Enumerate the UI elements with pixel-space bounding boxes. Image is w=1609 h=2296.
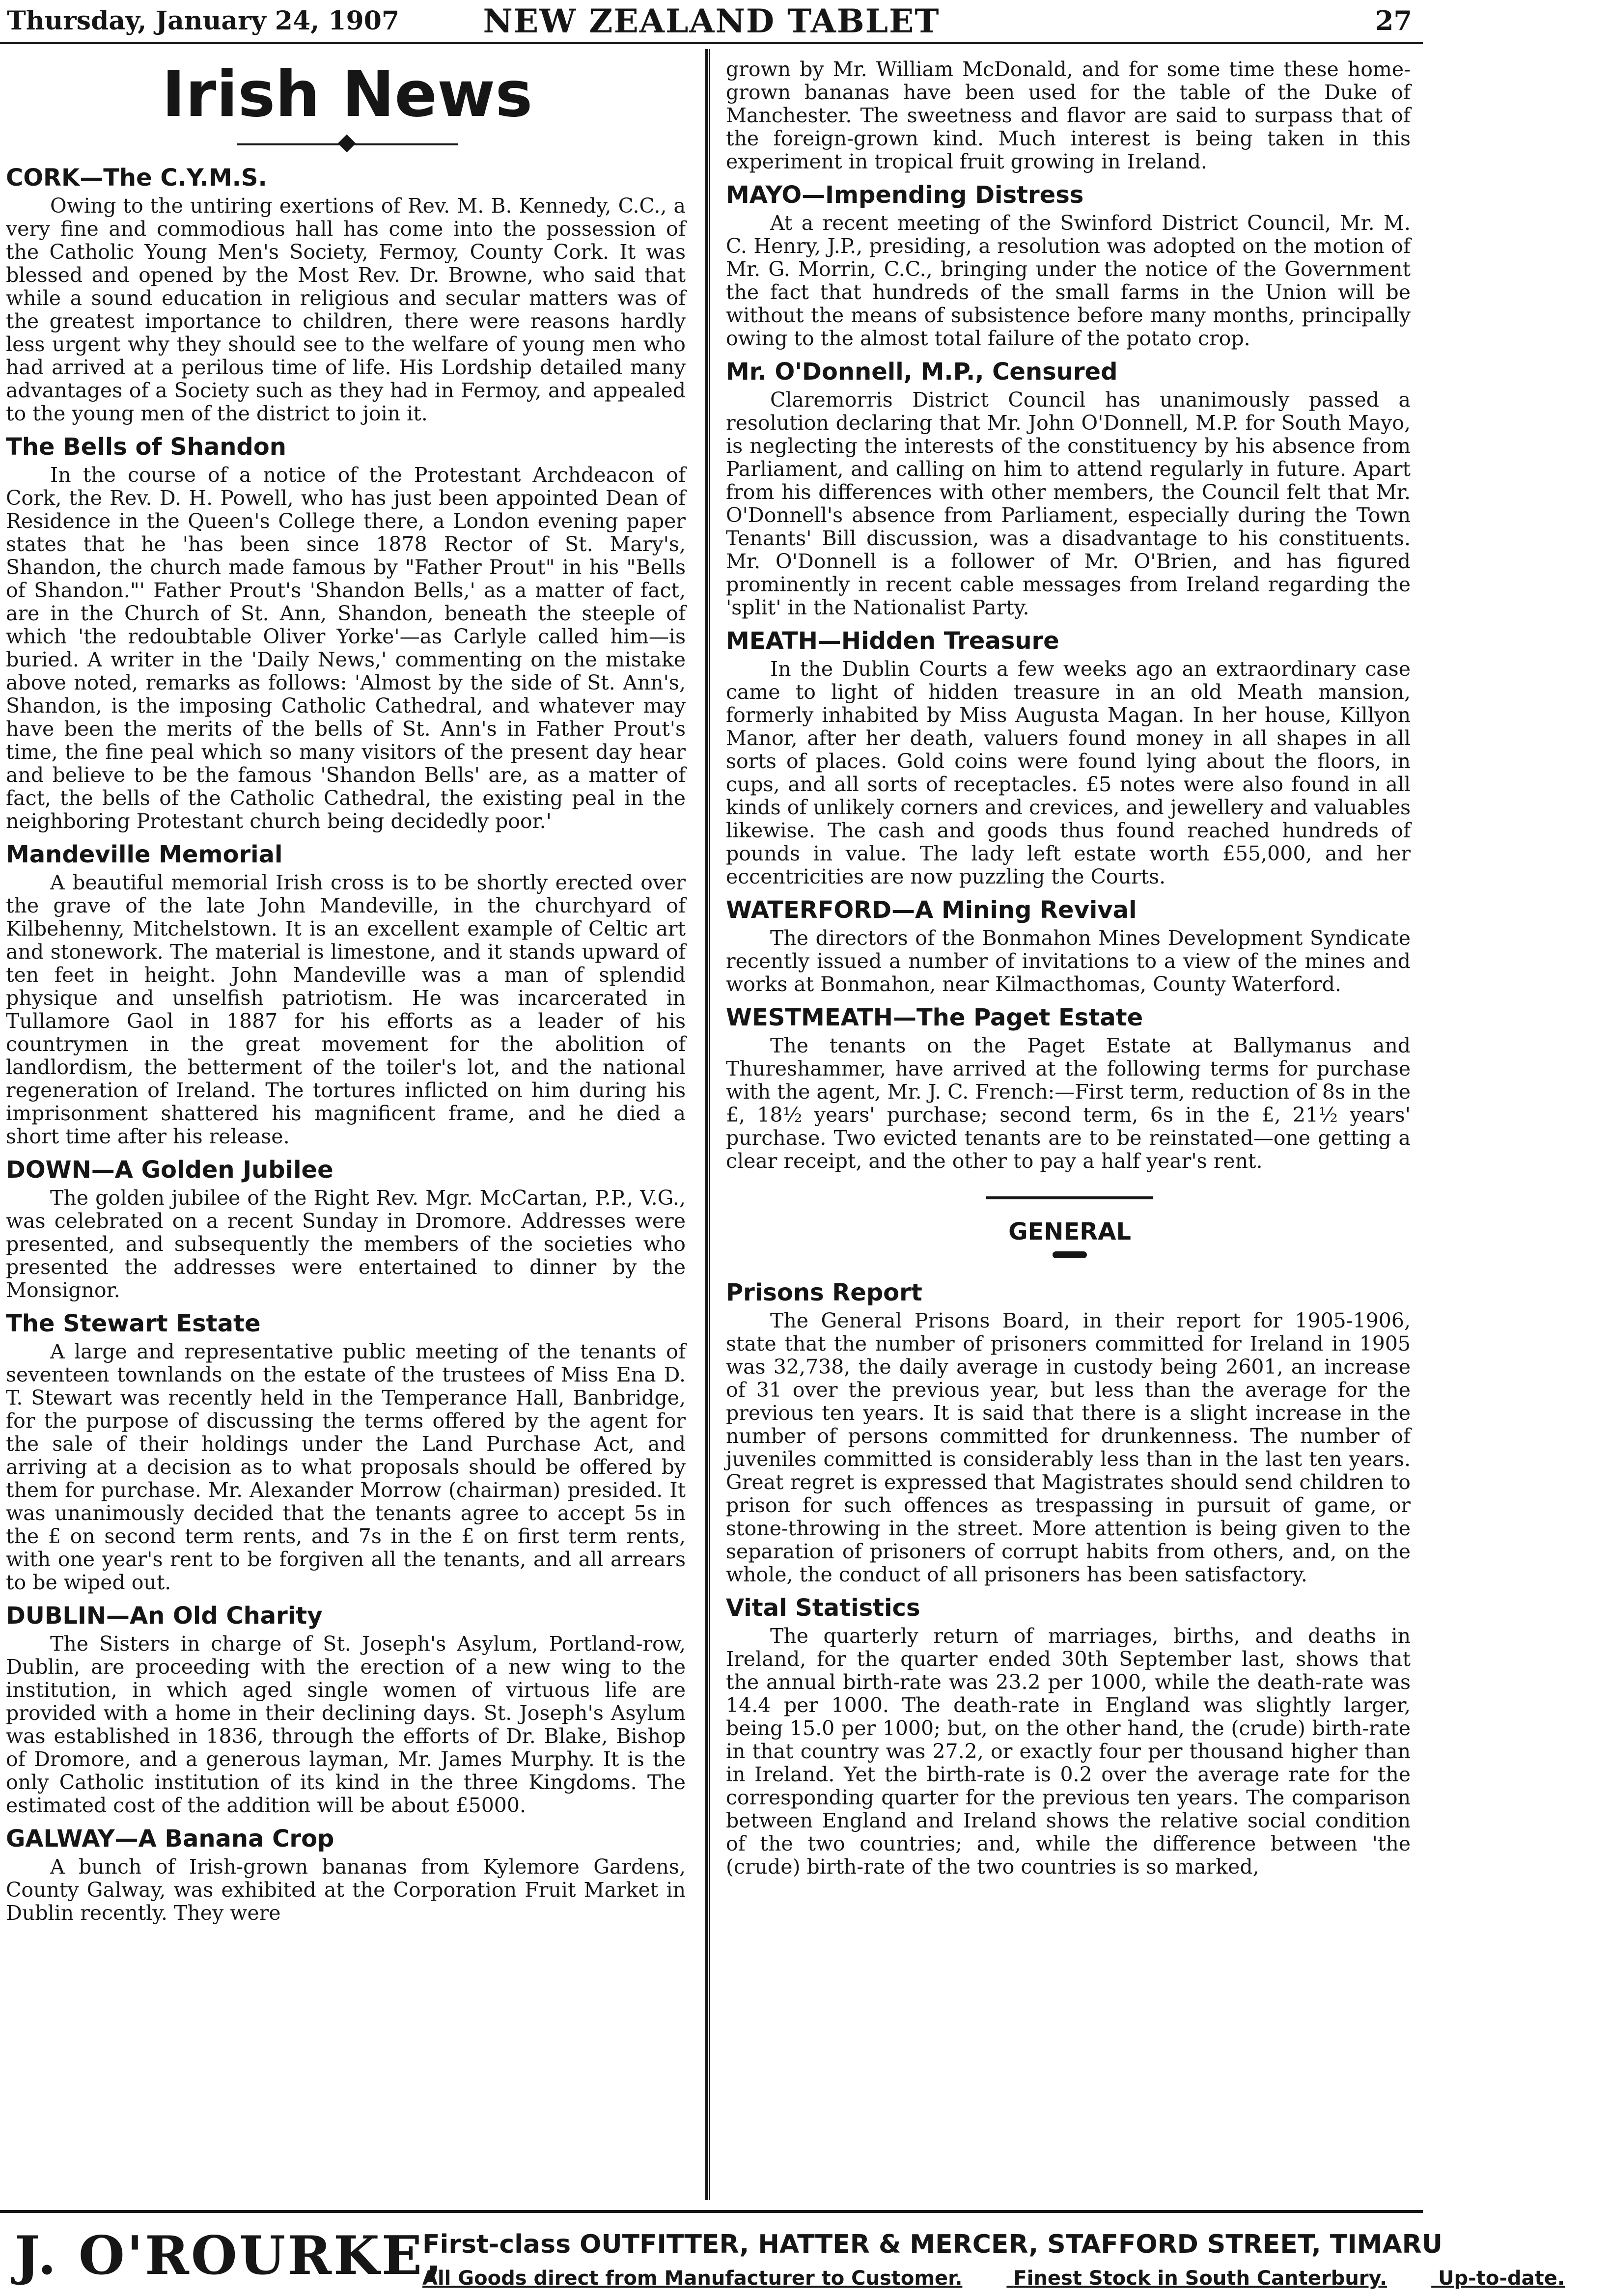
article-heading: Mr. O'Donnell, M.P., Censured xyxy=(726,358,1118,386)
article-vital-statistics xyxy=(726,1593,1414,1879)
column-divider-inner xyxy=(709,49,710,2200)
article-galway-banana xyxy=(6,1824,689,1925)
article-heading: CORK—The C.Y.M.S. xyxy=(6,164,267,192)
advertisement-footer xyxy=(0,2210,1565,2296)
title-ornament xyxy=(237,137,458,151)
masthead xyxy=(0,0,1423,44)
article-body: In the Dublin Courts a few weeks ago an extraordinary case came to light of hidden treasure in an old Meath mansion, formerly inhabited by Miss Augusta Magan. In her house, Killyon Manor, after her death, valuers found money in all shapes in all sorts of places. Gold coins were found lying about the floors, in cups, and all sorts of receptacles. £5 notes were also found in all kinds of unlikely corners and crevices, and jewellery and valuables likewise. The cash and goods thus found reached hundreds of pounds in value. The lady left estate worth £55,000, and her eccentricities are now puzzling the Courts. xyxy=(726,657,1411,888)
section-divider xyxy=(986,1196,1153,1199)
article-stewart-estate xyxy=(6,1309,689,1594)
article-body: The quarterly return of marriages, births, and deaths in Ireland, for the quarter ended 30th September last, shows that the annual birth-rate was 23.2 per 1000, while the death-rate was 14.4 per 1000. The death-rate in England was slightly larger, being 15.0 per 1000; but, on the other hand, the (crude) birth-rate in that country was 27.2, or exactly four per thousand higher than in Ireland. Yet the birth-rate is 0.2 over the average rate for the corresponding quarter for the previous ten years. The comparison between England and Ireland shows the relative social condition of the two countries; and, while the difference between 'the (crude) birth-rate of the two countries is so marked, xyxy=(726,1624,1411,1879)
article-meath-treasure xyxy=(726,626,1414,888)
article-body: The Sisters in charge of St. Joseph's Asylum, Portland-row, Dublin, are proceeding with the erection of a new wing to the institution, in which aged single women of virtuous life are provided with a home in their declining days. St. Joseph's Asylum was established in 1836, through the efforts of Dr. Blake, Bishop of Dromore, and a generous layman, Mr. James Murphy. It is the only Catholic institution of its kind in the three Kingdoms. The estimated cost of the addition will be about £5000. xyxy=(6,1632,686,1817)
article-heading: WATERFORD—A Mining Revival xyxy=(726,896,1137,924)
article-westmeath-paget xyxy=(726,1003,1414,1173)
article-heading: GALWAY—A Banana Crop xyxy=(6,1825,334,1853)
section-title-general: GENERAL xyxy=(1008,1218,1131,1245)
article-dublin-charity xyxy=(6,1601,689,1817)
diamond-ornament-icon xyxy=(338,135,356,153)
article-heading: Mandeville Memorial xyxy=(6,841,283,868)
article-heading: MAYO—Impending Distress xyxy=(726,181,1084,209)
article-heading: The Bells of Shandon xyxy=(6,433,286,461)
advertisement-claim-date: Up-to-date. xyxy=(1438,2267,1565,2290)
article-body: Claremorris District Council has unanimously passed a resolution declaring that Mr. John O'Donnell, M.P. for South Mayo, is neglecting the interests of the constituency by his absence from Parliament, and calling on him to attend regularly in future. Apart from his differences with other members, the Council felt that Mr. O'Donnell's absence from Parliament, especially during the Town Tenants' Bill discussion, was a disadvantage to his constituents. Mr. O'Donnell is a follower of Mr. O'Brien, and has figured prominently in recent cable messages from Ireland regarding the 'split' in the Nationalist Party. xyxy=(726,388,1411,619)
page-title: Irish News xyxy=(162,58,533,131)
advertisement-subline xyxy=(422,2267,1609,2290)
article-mandeville-memorial xyxy=(6,840,689,1148)
page-number: 27 xyxy=(1375,5,1412,36)
issue-date: Thursday, January 24, 1907 xyxy=(7,6,400,36)
publication-title: NEW ZEALAND TABLET xyxy=(483,2,940,40)
article-body: A beautiful memorial Irish cross is to be shortly erected over the grave of the late John Mandeville, in the churchyard of Kilbehenny, Mitchelstown. It is an excellent example of Celtic art and stonework. The material is limestone, and it stands upward of ten feet in height. John Mandeville was a man of splendid physique and unselfish patriotism. He was incarcerated in Tullamore Gaol in 1887 for his efforts as a leader of his countrymen in the great movement for the abolition of landlordism, the betterment of the toiler's lot, and the national regeneration of Ireland. The tortures inflicted on him during his imprisonment shattered his magnificent frame, and he died a short time after his release. xyxy=(6,871,686,1148)
column-divider xyxy=(705,49,708,2200)
article-down-jubilee xyxy=(6,1155,689,1302)
article-body: The tenants on the Paget Estate at Ballymanus and Thureshammer, have arrived at the following terms for purchase with the agent, Mr. J. C. French:—First term, reduction of 8s in the £, 18½ years' purchase; second term, 6s in the £, 21½ years' purchase. Two evicted tenants are to be reinstated—one getting a clear receipt, and the other to pay a half year's rent. xyxy=(726,1034,1411,1173)
article-heading: DUBLIN—An Old Charity xyxy=(6,1602,323,1630)
article-body: In the course of a notice of the Protestant Archdeacon of Cork, the Rev. D. H. Powell, who has just been appointed Dean of Residence in the Queen's College there, a London evening paper states that he 'has been since 1878 Rector of St. Mary's, Shandon, the church made famous by "Father Prout" in his "Bells of Shandon."' Father Prout's 'Shandon Bells,' as a matter of fact, are in the Church of St. Ann, Shandon, beneath the steeple of which 'the redoubtable Oliver Yorke'—as Carlyle called him—is buried. A writer in the 'Daily News,' commenting on the mistake above noted, remarks as follows: 'Almost by the side of St. Ann's, Shandon, is the imposing Catholic Cathedral, and whatever may have been the merits of the bells of St. Ann's in Father Prout's time, the fine peal which so many visitors of the present day hear and believe to be the famous 'Shandon Bells' are, as a matter of fact, the bells of the Catholic Cathedral, the existing peal in the neighboring Protestant church being decidedly poor.' xyxy=(6,463,686,833)
article-mayo-distress xyxy=(726,180,1414,350)
article-body: The golden jubilee of the Right Rev. Mgr. McCartan, P.P., V.G., was celebrated on a recent Sunday in Dromore. Addresses were presented, and subsequently the members of the societies who presented the addresses were entertained to dinner by the Monsignor. xyxy=(6,1186,686,1302)
article-cork xyxy=(6,163,689,425)
article-bells-of-shandon xyxy=(6,432,689,833)
article-body: A large and representative public meeting of the tenants of seventeen townlands on the estate of the trustees of Miss Ena D. T. Stewart was recently held in the Temperance Hall, Banbridge, for the purpose of discussing the terms offered by the agent for the sale of their holdings under the Land Purchase Act, and arriving at a decision as to what proposals should be offered by them for purchase. Mr. Alexander Morrow (chairman) presided. It was unanimously decided that the tenants agree to accept 5s in the £ on second term rents, and 7s in the £ on first term rents, with one year's rent to be forgiven all the tenants, and all arrears to be wiped out. xyxy=(6,1340,686,1594)
article-heading: Prisons Report xyxy=(726,1279,922,1306)
article-waterford-mining xyxy=(726,895,1414,996)
article-heading: MEATH—Hidden Treasure xyxy=(726,627,1059,655)
article-heading: Vital Statistics xyxy=(726,1594,920,1622)
advertisement-tagline: First-class OUTFITTER, HATTER & MERCER, STAFFORD STREET, TIMARU xyxy=(422,2230,1443,2259)
advertiser-name: J. O'ROURKE, xyxy=(15,2225,444,2287)
advertisement-claim-goods: All Goods direct from Manufacturer to Customer. xyxy=(422,2267,963,2290)
article-odonnell-censured xyxy=(726,357,1414,619)
article-heading: The Stewart Estate xyxy=(6,1310,261,1337)
article-body: A bunch of Irish-grown bananas from Kylemore Gardens, County Galway, was exhibited at the Corporation Fruit Market in Dublin recently. They were xyxy=(6,1855,686,1925)
advertisement-claim-stock: Finest Stock in South Canterbury. xyxy=(1013,2267,1387,2290)
section-ornament-icon xyxy=(1053,1251,1087,1258)
article-body: The directors of the Bonmahon Mines Development Syndicate recently issued a number of invitations to a view of the mines and works at Bonmahon, near Kilmacthomas, County Waterford. xyxy=(726,926,1411,996)
left-column xyxy=(6,58,689,2189)
article-heading: DOWN—A Golden Jubilee xyxy=(6,1156,333,1184)
article-body: Owing to the untiring exertions of Rev. M. B. Kennedy, C.C., a very fine and commodious hall has come into the possession of the Catholic Young Men's Society, Fermoy, County Cork. It was blessed and opened by the Most Rev. Dr. Browne, who said that while a sound education in religious and secular matters was of the greatest importance to children, there were reasons hardly less urgent why they should see to the welfare of young men who had arrived at a perilous time of life. His Lordship detailed many advantages of a Society such as they had in Fermoy, and appealed to the young men of the district to join it. xyxy=(6,194,686,425)
article-prisons-report xyxy=(726,1278,1414,1586)
article-body: At a recent meeting of the Swinford District Council, Mr. M. C. Henry, J.P., presiding, a resolution was adopted on the motion of Mr. G. Morrin, C.C., bringing under the notice of the Government the fact that hundreds of the small farms in the Union will be without the means of subsistence before many months, principally owing to the almost total failure of the potato crop. xyxy=(726,211,1411,350)
article-body: The General Prisons Board, in their report for 1905-1906, state that the number of prisoners committed for Ireland in 1905 was 32,738, the daily average in custody being 2601, an increase of 31 over the previous year, but less than the average for the previous ten years. It is said that there is a slight increase in the number of persons committed for drunkenness. The number of juveniles committed is considerably less than in the last ten years. Great regret is expressed that Magistrates should send children to prison for such offences as trespassing in pursuit of game, or stone-throwing in the street. More attention is being given to the separation of prisoners of corrupt habits from others, and, on the whole, the conduct of all prisoners has been satisfactory. xyxy=(726,1309,1411,1586)
article-heading: WESTMEATH—The Paget Estate xyxy=(726,1004,1143,1031)
article-continuation: grown by Mr. William McDonald, and for some time these home-grown bananas have been used for the table of the Duke of Manchester. The sweetness and flavor are said to surpass that of the foreign-grown kind. Much interest is being taken in this experiment in tropical fruit growing in Ireland. xyxy=(726,57,1411,173)
right-column xyxy=(726,58,1414,2189)
